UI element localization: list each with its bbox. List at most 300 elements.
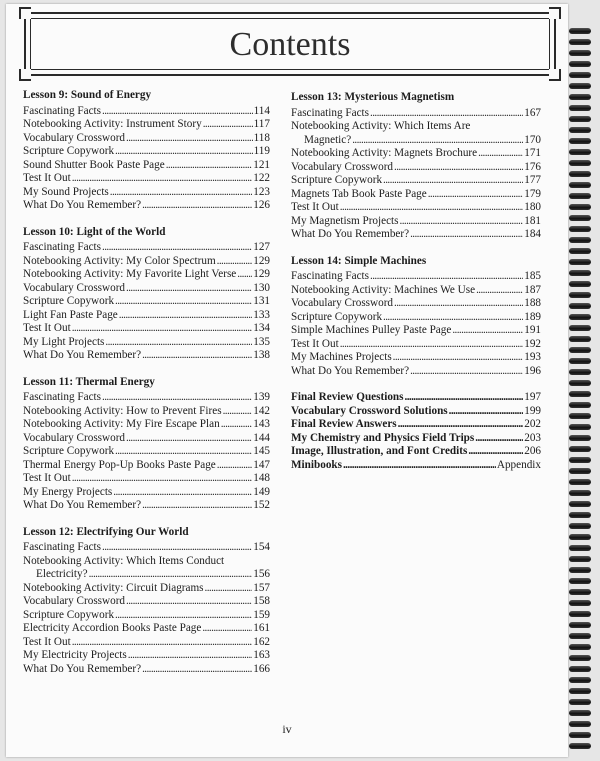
leader-dots (217, 255, 253, 269)
spiral-coil (569, 600, 591, 606)
spiral-coil (569, 710, 591, 716)
lesson-heading: Lesson 11: Thermal Energy (23, 375, 155, 388)
toc-entry[interactable] (23, 241, 270, 255)
spiral-coil (569, 699, 591, 705)
spiral-coil (569, 677, 591, 683)
toc-entry[interactable] (291, 432, 541, 446)
spiral-coil (569, 402, 591, 408)
leader-dots (72, 322, 253, 336)
toc-entry[interactable] (23, 568, 270, 582)
toc-page-number: 202 (524, 418, 541, 430)
lesson-heading: Lesson 12: Electrifying Our World (23, 525, 189, 538)
toc-entry[interactable] (291, 351, 541, 365)
leader-dots (115, 145, 253, 159)
spiral-coil (569, 347, 591, 353)
toc-entry[interactable] (23, 609, 270, 623)
toc-page-number: 129 (253, 268, 270, 280)
spiral-coil (569, 204, 591, 210)
toc-entry[interactable] (291, 445, 541, 459)
toc-entry-label: Test It Out (291, 337, 339, 350)
leader-dots (478, 147, 523, 161)
leader-dots (115, 295, 252, 309)
spiral-coil (569, 490, 591, 496)
toc-page-number: 138 (253, 349, 270, 361)
spiral-coil (569, 545, 591, 551)
spiral-coil (569, 50, 591, 56)
toc-entry[interactable] (23, 622, 270, 636)
leader-dots (142, 663, 252, 677)
toc-entry-label: Final Review Answers (291, 418, 397, 430)
toc-page-number: 133 (253, 308, 270, 321)
toc-page-number: 191 (524, 324, 541, 336)
toc-entry[interactable] (23, 649, 270, 663)
toc-page-number: 188 (524, 297, 541, 309)
toc-entry-label: Sound Shutter Book Paste Page (23, 158, 165, 171)
spiral-coil (569, 259, 591, 265)
lesson-section (291, 255, 541, 379)
spiral-coil (569, 589, 591, 595)
spiral-coil (569, 336, 591, 342)
lesson-section (23, 226, 270, 363)
toc-entry-label: Vocabulary Crossword (23, 431, 126, 444)
toc-entry-label: Scripture Copywork (23, 445, 115, 457)
toc-entry-label: What Do You Remember? (291, 364, 410, 377)
toc-entry-label: Vocabulary Crossword (23, 281, 126, 294)
spiral-coil (569, 688, 591, 694)
lesson-heading: Lesson 10: Light of the World (23, 225, 166, 238)
page-number: iv (282, 722, 292, 736)
spiral-coil (569, 281, 591, 287)
leader-dots (410, 365, 523, 379)
right-column (291, 91, 541, 472)
toc-page-number: 126 (253, 199, 270, 211)
toc-page-number: 129 (253, 254, 270, 267)
leader-dots (394, 297, 523, 311)
leader-dots (383, 311, 523, 325)
spiral-coil (569, 215, 591, 221)
final-section (291, 391, 541, 472)
leader-dots (102, 541, 252, 555)
toc-entry-label: Notebooking Activity: My Fire Escape Plan (23, 418, 220, 430)
toc-entry[interactable] (291, 324, 541, 338)
toc-entry[interactable] (291, 161, 541, 175)
toc-page-number: 117 (253, 118, 270, 130)
toc-entry[interactable] (291, 391, 541, 405)
toc-entry-label: Fascinating Facts (23, 391, 101, 403)
leader-dots (89, 568, 253, 582)
toc-entry-label: Magnets Tab Book Paste Page (291, 187, 427, 200)
toc-entry[interactable] (291, 215, 541, 229)
leader-dots (468, 445, 523, 459)
toc-page-number: 157 (253, 581, 270, 594)
toc-entry-label: Notebooking Activity: My Color Spectrum (23, 254, 216, 267)
toc-entry[interactable] (23, 118, 270, 132)
leader-dots (102, 105, 253, 119)
toc-page-number: 143 (253, 418, 270, 430)
leader-dots (126, 282, 252, 296)
toc-entry-label: Scripture Copywork (291, 310, 383, 323)
toc-entry[interactable] (23, 582, 270, 596)
spiral-coil (569, 61, 591, 67)
toc-page-number: 127 (253, 241, 270, 253)
toc-entry[interactable] (291, 107, 541, 121)
toc-page-number: 144 (253, 431, 270, 444)
toc-entry[interactable] (291, 459, 541, 473)
spiral-coil (569, 39, 591, 45)
toc-entry[interactable] (23, 145, 270, 159)
toc-entry[interactable] (23, 159, 270, 173)
toc-entry[interactable] (291, 418, 541, 432)
toc-entry-label: Test It Out (23, 172, 71, 184)
spiral-coil (569, 534, 591, 540)
leader-dots (370, 270, 523, 284)
leader-dots (205, 582, 253, 596)
leader-dots (217, 459, 252, 473)
spiral-coil (569, 105, 591, 111)
leader-dots (128, 649, 252, 663)
spiral-coil (569, 468, 591, 474)
toc-entry[interactable] (23, 295, 270, 309)
toc-entry-label: Test It Out (23, 322, 71, 334)
toc-entry-label: Notebooking Activity: How to Prevent Fires (23, 404, 222, 417)
spiral-coil (569, 83, 591, 89)
toc-entry-label: Test It Out (23, 472, 71, 484)
leader-dots (119, 309, 252, 323)
toc-entry-label: Electricity Accordion Books Paste Page (23, 622, 202, 634)
leader-dots (105, 336, 252, 350)
toc-page-number: Appendix (496, 458, 541, 471)
spiral-coil (569, 314, 591, 320)
left-column (23, 89, 270, 689)
toc-page-number: 181 (524, 214, 541, 227)
toc-entry-label: Image, Illustration, and Font Credits (291, 445, 468, 457)
frame-corner (19, 7, 31, 19)
spiral-coil (569, 193, 591, 199)
toc-entry[interactable] (23, 105, 270, 119)
leader-dots (452, 324, 523, 338)
spiral-coil (569, 512, 591, 518)
toc-entry[interactable] (23, 663, 270, 677)
toc-entry-label: Final Review Questions (291, 391, 404, 403)
spiral-coil (569, 270, 591, 276)
toc-entry[interactable] (291, 174, 541, 188)
toc-entry-label: Notebooking Activity: Circuit Diagrams (23, 581, 204, 594)
toc-page-number: 171 (524, 147, 541, 159)
toc-entry[interactable] (23, 349, 270, 363)
toc-page-number: 142 (253, 404, 270, 417)
toc-entry[interactable] (23, 405, 270, 419)
toc-page-number: 170 (524, 133, 541, 146)
toc-page-number: 134 (253, 322, 270, 334)
toc-page-number: 122 (253, 172, 270, 184)
spiral-coil (569, 732, 591, 738)
toc-entry[interactable] (23, 391, 270, 405)
leader-dots (475, 432, 523, 446)
toc-entry-label: Fascinating Facts (23, 104, 101, 117)
toc-entry-label: Minibooks (291, 458, 342, 471)
toc-entry-label: My Electricity Projects (23, 649, 127, 661)
spiral-coil (569, 391, 591, 397)
toc-entry[interactable] (23, 418, 270, 432)
spiral-coil (569, 303, 591, 309)
spiral-coil (569, 292, 591, 298)
toc-page-number: 149 (253, 485, 270, 498)
toc-entry[interactable] (23, 199, 270, 213)
toc-page-number: 180 (524, 201, 541, 213)
leader-dots (202, 622, 252, 636)
leader-dots (72, 636, 253, 650)
toc-page-number: 145 (253, 445, 270, 457)
toc-page-number: 197 (524, 391, 541, 403)
toc-entry-label: Vocabulary Crossword (23, 595, 126, 607)
toc-entry-label: Test It Out (291, 201, 339, 213)
leader-dots (102, 391, 252, 405)
leader-dots (340, 338, 524, 352)
leader-dots (110, 186, 252, 200)
leader-dots (223, 405, 253, 419)
leader-dots (113, 486, 252, 500)
toc-entry-label: Fascinating Facts (23, 541, 101, 553)
frame-corner (549, 7, 561, 19)
lesson-section (23, 526, 270, 677)
toc-entry-label: Fascinating Facts (291, 270, 369, 282)
toc-page-number: 162 (253, 635, 270, 648)
toc-entry[interactable] (23, 309, 270, 323)
spiral-coil (569, 358, 591, 364)
leader-dots (115, 445, 252, 459)
toc-entry-continuation: Electricity? (36, 568, 88, 580)
toc-page-number: 123 (253, 185, 270, 198)
toc-entry-label[interactable]: Notebooking Activity: Which Items Are (291, 120, 471, 132)
leader-dots (398, 418, 524, 432)
lesson-heading: Lesson 14: Simple Machines (291, 254, 427, 267)
toc-entry-label: My Machines Projects (291, 351, 392, 363)
toc-entry[interactable] (291, 297, 541, 311)
toc-entry[interactable] (291, 338, 541, 352)
toc-entry-label[interactable]: Notebooking Activity: Which Items Conduct (23, 554, 225, 567)
frame-corner (549, 69, 561, 81)
spiral-coil (569, 501, 591, 507)
leader-dots (343, 459, 496, 473)
toc-entry-label: Simple Machines Pulley Paste Page (291, 324, 452, 336)
toc-page-number: 196 (524, 364, 541, 377)
spiral-coil (569, 644, 591, 650)
spiral-coil (569, 479, 591, 485)
spiral-coil (569, 743, 591, 749)
spiral-coil (569, 248, 591, 254)
toc-page-number: 131 (253, 295, 270, 307)
toc-entry-label: My Magnetism Projects (291, 214, 399, 227)
toc-entry-label: Vocabulary Crossword (291, 297, 394, 309)
spiral-coil (569, 435, 591, 441)
lesson-section (23, 89, 270, 213)
toc-page-number: 203 (524, 431, 541, 444)
toc-entry[interactable] (23, 595, 270, 609)
spiral-coil (569, 523, 591, 529)
toc-entry[interactable] (23, 636, 270, 650)
title-frame (24, 12, 556, 76)
page-title: Contents (229, 26, 351, 63)
toc-entry[interactable] (23, 132, 270, 146)
leader-dots (166, 159, 253, 173)
toc-entry[interactable] (23, 172, 270, 186)
toc-entry-label: Scripture Copywork (291, 174, 383, 186)
spiral-coil (569, 94, 591, 100)
toc-entry[interactable] (23, 486, 270, 500)
spiral-coil (569, 578, 591, 584)
leader-dots (428, 188, 523, 202)
toc-page-number: 139 (253, 391, 270, 403)
toc-page-number: 114 (253, 104, 270, 117)
leader-dots (352, 134, 523, 148)
leader-dots (142, 349, 252, 363)
toc-entry-label: What Do You Remember? (23, 199, 142, 211)
toc-entry[interactable] (23, 255, 270, 269)
toc-entry[interactable] (291, 228, 541, 242)
toc-entry[interactable] (291, 134, 541, 148)
spiral-coil (569, 226, 591, 232)
spiral-coil (569, 160, 591, 166)
spiral-coil (569, 446, 591, 452)
toc-entry-label: Notebooking Activity: Instrument Story (23, 118, 202, 130)
spiral-coil (569, 325, 591, 331)
toc-entry[interactable] (23, 499, 270, 513)
spiral-coil (569, 655, 591, 661)
leader-dots (383, 174, 523, 188)
toc-entry[interactable] (23, 459, 270, 473)
toc-page-number: 119 (253, 145, 270, 157)
spiral-coil (569, 116, 591, 122)
leader-dots (393, 351, 524, 365)
toc-entry[interactable] (23, 445, 270, 459)
spiral-coil (569, 622, 591, 628)
toc-page-number: 118 (253, 131, 270, 144)
spiral-coil (569, 721, 591, 727)
toc-page-number: 176 (524, 160, 541, 173)
toc-entry[interactable] (23, 186, 270, 200)
spiral-coil (569, 424, 591, 430)
leader-dots (126, 595, 252, 609)
spiral-coil (569, 182, 591, 188)
toc-entry-label: What Do You Remember? (23, 662, 142, 675)
toc-page-number: 166 (253, 662, 270, 675)
toc-page-number: 192 (524, 337, 541, 350)
toc-entry[interactable] (291, 147, 541, 161)
toc-page-number: 154 (253, 541, 270, 553)
toc-entry[interactable] (291, 311, 541, 325)
toc-entry-label: Scripture Copywork (23, 145, 115, 157)
book-page (6, 4, 568, 757)
leader-dots (126, 132, 253, 146)
spiral-coil (569, 369, 591, 375)
toc-entry-label: Vocabulary Crossword Solutions (291, 404, 448, 417)
toc-entry[interactable] (291, 365, 541, 379)
toc-page-number: 187 (524, 283, 541, 296)
toc-page-number: 189 (524, 310, 541, 323)
leader-dots (449, 405, 524, 419)
toc-entry[interactable] (291, 284, 541, 298)
toc-entry-label: Thermal Energy Pop-Up Books Paste Page (23, 458, 216, 471)
spiral-coil (569, 556, 591, 562)
toc-entry-label: My Chemistry and Physics Field Trips (291, 431, 475, 444)
leader-dots (410, 228, 523, 242)
toc-entry-label: What Do You Remember? (291, 228, 410, 240)
toc-entry[interactable] (23, 268, 270, 282)
toc-entry[interactable] (23, 472, 270, 486)
toc-page-number: 179 (524, 187, 541, 200)
toc-entry-label: Notebooking Activity: Machines We Use (291, 283, 476, 296)
toc-page-number: 185 (524, 270, 541, 282)
toc-entry-label: My Sound Projects (23, 185, 109, 198)
toc-entry[interactable] (23, 541, 270, 555)
leader-dots (203, 118, 253, 132)
toc-page-number: 206 (524, 445, 541, 457)
leader-dots (405, 391, 524, 405)
leader-dots (72, 472, 253, 486)
lesson-heading: Lesson 13: Mysterious Magnetism (291, 91, 455, 103)
spiral-coil (569, 149, 591, 155)
toc-entry-label: Fascinating Facts (291, 106, 369, 119)
leader-dots (370, 107, 523, 121)
toc-entry-label: What Do You Remember? (23, 349, 142, 361)
toc-entry-label: Scripture Copywork (23, 295, 115, 307)
toc-entry-continuation: Magnetic? (304, 133, 352, 146)
spiral-coil (569, 72, 591, 78)
toc-entry[interactable] (23, 282, 270, 296)
toc-entry[interactable] (23, 336, 270, 350)
toc-entry[interactable] (291, 405, 541, 419)
toc-entry[interactable] (291, 188, 541, 202)
leader-dots (72, 172, 253, 186)
spiral-coil (569, 413, 591, 419)
leader-dots (142, 199, 252, 213)
leader-dots (394, 161, 523, 175)
toc-entry[interactable] (291, 270, 541, 284)
toc-page-number: 156 (253, 568, 270, 580)
toc-entry-label: Notebooking Activity: Magnets Brochure (291, 147, 478, 159)
toc-page-number: 193 (524, 351, 541, 363)
right-lessons (291, 91, 541, 378)
toc-page-number: 199 (524, 404, 541, 417)
toc-entry[interactable] (23, 322, 270, 336)
spiral-coil (569, 457, 591, 463)
spiral-coil (569, 28, 591, 34)
toc-page-number: 130 (253, 281, 270, 294)
spiral-coil (569, 666, 591, 672)
leader-dots (237, 268, 252, 282)
leader-dots (142, 499, 252, 513)
leader-dots (476, 284, 523, 298)
leader-dots (115, 609, 252, 623)
toc-page-number: 135 (253, 335, 270, 348)
leader-dots (221, 418, 253, 432)
spiral-coil (569, 567, 591, 573)
spiral-coil (569, 237, 591, 243)
spiral-binding (569, 28, 593, 756)
toc-entry-label: What Do You Remember? (23, 499, 142, 511)
toc-page-number: 158 (253, 595, 270, 607)
toc-entry-label: My Light Projects (23, 335, 105, 348)
toc-page-number: 177 (524, 174, 541, 186)
lesson-section (23, 376, 270, 513)
toc-entry[interactable] (291, 201, 541, 215)
toc-page-number: 148 (253, 472, 270, 484)
toc-page-number: 167 (524, 106, 541, 119)
toc-entry[interactable] (23, 432, 270, 446)
toc-entry-label: Vocabulary Crossword (23, 131, 126, 144)
toc-entry-label: Vocabulary Crossword (291, 160, 394, 173)
toc-entry-label: My Energy Projects (23, 485, 113, 498)
